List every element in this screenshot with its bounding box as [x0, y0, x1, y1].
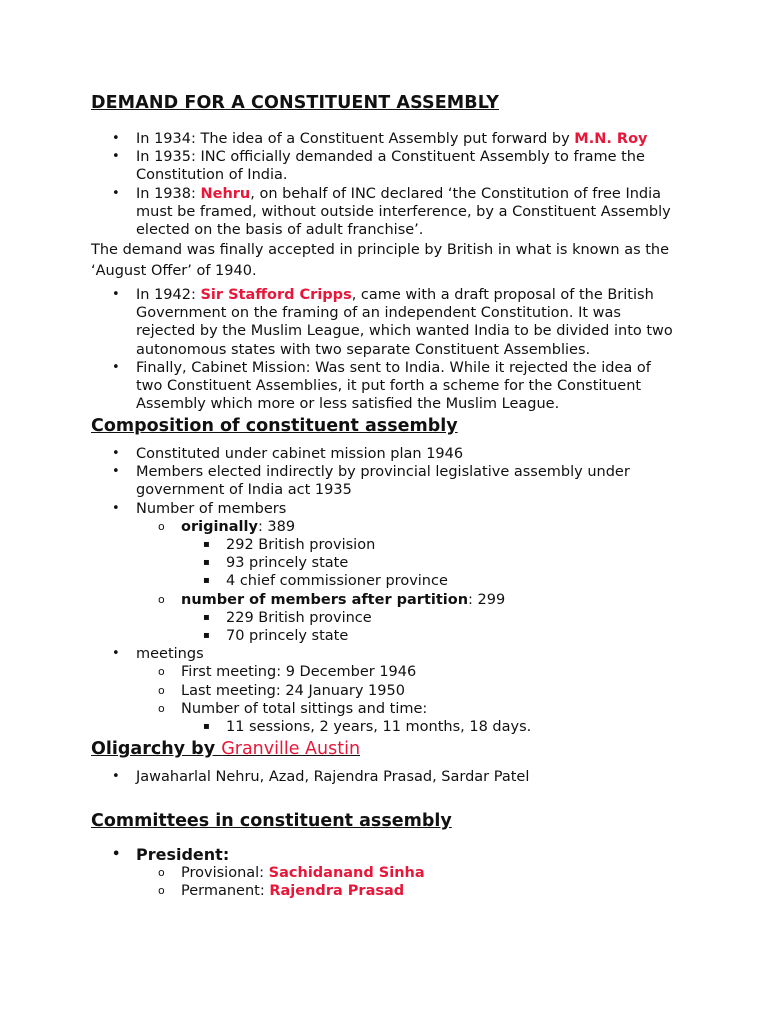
bullet-icon: • [112, 446, 120, 461]
bullet-icon: • [112, 500, 120, 516]
list-item: • meetings [112, 646, 204, 663]
bullet-icon: • [112, 287, 120, 302]
circle-bullet-icon: o [158, 884, 165, 898]
bullet-icon: • [112, 646, 120, 662]
oligarchy-list [0, 768, 676, 786]
list-item: • In 1934: The idea of a Constituent Assembly put forward by M.N. Roy [112, 131, 648, 147]
list-item: • Number of members [112, 500, 287, 517]
square-bullet-icon: ▪ [203, 539, 210, 551]
august-offer-paragraph: The demand was finally accepted in principle by British in what is known as the ‘August Offer’ of 1940. [91, 242, 670, 279]
cripps-highlight: Sir Stafford Cripps [200, 287, 352, 303]
bullet-icon: • [112, 359, 120, 375]
list-item: ▪ 229 British province [203, 609, 372, 626]
square-bullet-icon: ▪ [203, 630, 210, 642]
composition-list [0, 445, 686, 736]
demand-list-2 [0, 286, 676, 413]
rajendra-prasad-highlight: Rajendra Prasad [269, 883, 405, 900]
list-item: ▪ 70 princely state [203, 628, 349, 645]
circle-bullet-icon: o [158, 701, 165, 715]
composition-heading: Composition of constituent assembly [91, 416, 458, 436]
list-item: o Last meeting: 24 January 1950 [158, 682, 405, 699]
bullet-icon: • [112, 769, 120, 784]
granville-austin-highlight: Granville Austin [221, 739, 361, 759]
square-bullet-icon: ▪ [203, 611, 210, 623]
list-item: ▪ 11 sessions, 2 years, 11 months, 18 days. [203, 719, 532, 736]
square-bullet-icon: ▪ [203, 721, 210, 733]
circle-bullet-icon: o [158, 519, 165, 533]
nehru-highlight: Nehru [200, 185, 251, 202]
list-item: ▪ 4 chief commissioner province [203, 573, 448, 590]
demand-heading: DEMAND FOR A CONSTITUENT ASSEMBLY [91, 93, 500, 113]
list-item: • Members elected indirectly by provincial legislative assembly under government of India act 1935 [112, 464, 630, 499]
circle-bullet-icon: o [158, 683, 165, 697]
bullet-icon: • [112, 149, 120, 165]
demand-list [0, 130, 676, 239]
bullet-icon: • [112, 847, 121, 862]
bullet-icon: • [112, 131, 120, 146]
list-item: • President: [112, 845, 230, 864]
circle-bullet-icon: o [158, 592, 165, 606]
list-item: • Finally, Cabinet Mission: Was sent to India. While it rejected the idea of two Constituent Assemblies, it put forth a scheme for the Constituent Assembly which more or less satisfied the Muslim League. [112, 359, 651, 413]
circle-bullet-icon: o [158, 665, 165, 679]
oligarchy-heading: Oligarchy by Granville Austin [91, 739, 361, 759]
mn-roy-highlight: M.N. Roy [574, 131, 648, 147]
list-item: o number of members after partition: 299 [158, 591, 506, 608]
list-item: o originally: 389 [158, 518, 296, 535]
list-item: ▪ 292 British provision [203, 537, 376, 554]
list-item: • In 1942: Sir Stafford Cripps, came with a draft proposal of the British Government on the framing of an independent Constitution. It was rejected by the Muslim League, which wanted India to be divided into two autonomous states with two separate Constituent Assemblies. [112, 287, 673, 358]
square-bullet-icon: ▪ [203, 575, 210, 587]
sachidanand-sinha-highlight: Sachidanand Sinha [268, 865, 425, 882]
list-item: o First meeting: 9 December 1946 [158, 664, 417, 681]
list-item: • Constituted under cabinet mission plan 1946 [112, 446, 464, 462]
list-item: o Provisional: Sachidanand Sinha [158, 865, 425, 882]
list-item: o Number of total sittings and time: [158, 700, 428, 717]
circle-bullet-icon: o [158, 866, 165, 880]
list-item: o Permanent: Rajendra Prasad [158, 883, 405, 900]
list-item: • In 1935: INC officially demanded a Constituent Assembly to frame the Constitution of India. [112, 149, 645, 184]
bullet-icon: • [112, 464, 120, 480]
list-item: • In 1938: Nehru, on behalf of INC declared ‘the Constitution of free India must be framed, without outside interference, by a Constituent Assembly elected on the basis of adult franchise’. [112, 185, 671, 239]
bullet-icon: • [112, 185, 120, 201]
committees-list [0, 846, 681, 901]
list-item: ▪ 93 princely state [203, 555, 349, 572]
list-item: • Jawaharlal Nehru, Azad, Rajendra Prasad, Sardar Patel [112, 769, 530, 785]
square-bullet-icon: ▪ [203, 557, 210, 569]
committees-heading: Committees in constituent assembly [91, 811, 452, 831]
